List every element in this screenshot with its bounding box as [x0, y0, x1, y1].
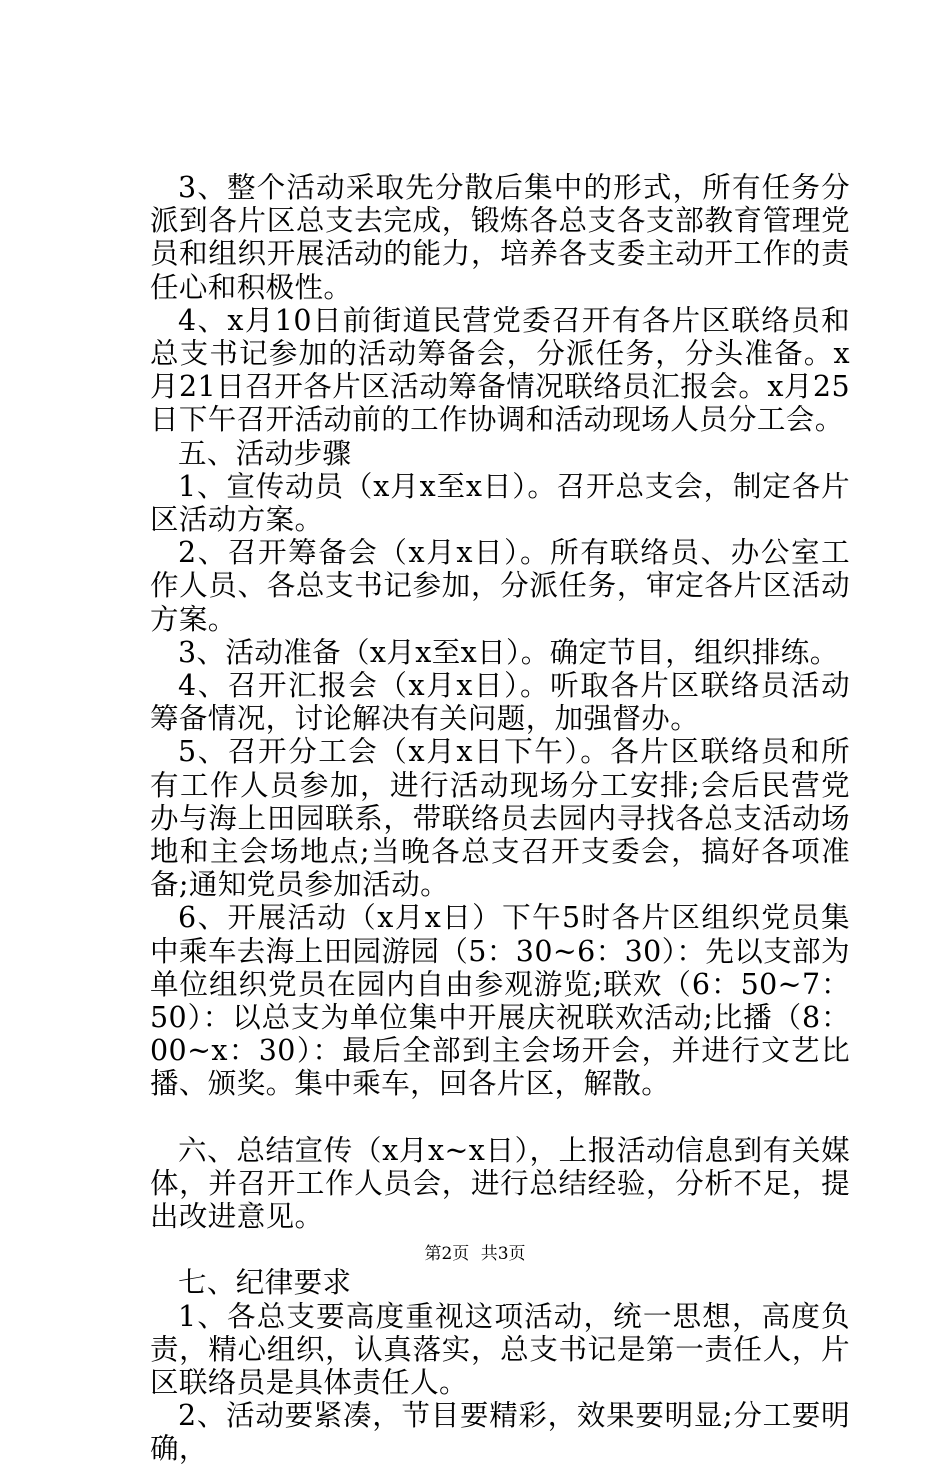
paragraph: 4、x月10日前街道民营党委召开有各片区联络员和总支书记参加的活动筹备会，分派任务，分头准备。x月21日召开各片区活动筹备情况联络员汇报会。x月25日下午召开活动前的工作协调和活动现场人员分工会。 [150, 303, 850, 437]
section-heading: 七、纪律要求 [178, 1266, 352, 1300]
page-footer [0, 1243, 950, 1265]
paragraph: 6、开展活动（x月x日）下午5时各片区组织党员集中乘车去海上田园游园（5：30~6：30）：先以支部为单位组织党员在园内自由参观游览;联欢（6：50~7：50）：以总支为单位集中开展庆祝联欢活动;比播（8：00~x：30）：最后全部到主会场开会，并进行文艺比播、颁奖。集中乘车，回各片区，解散。 [150, 901, 850, 1101]
paragraph: 3、整个活动采取先分散后集中的形式，所有任务分派到各片区总支去完成，锻炼各总支各支部教育管理党员和组织开展活动的能力，培养各支委主动开工作的责任心和积极性。 [150, 171, 850, 304]
page-total: 共3页 [480, 1244, 526, 1264]
paragraph: 1、各总支要高度重视这项活动，统一思想，高度负责，精心组织，认真落实，总支书记是第一责任人，片区联络员是具体责任人。 [150, 1299, 850, 1399]
page-number: 第2页 [424, 1244, 470, 1264]
paragraph: 2、召开筹备会（x月x日）。所有联络员、办公室工作人员、各总支书记参加，分派任务，审定各片区活动方案。 [150, 536, 850, 636]
section-heading: 六、总结宣传（x月x~x日），上报活动信息到有关媒体，并召开工作人员会，进行总结经验，分析不足，提出改进意见。 [150, 1133, 850, 1234]
paragraph: 5、召开分工会（x月x日下午）。各片区联络员和所有工作人员参加，进行活动现场分工安排;会后民营党办与海上田园联系，带联络员去园内寻找各总支活动场地和主会场地点;当晚各总支召开支委会，搞好各项准备;通知党员参加活动。 [150, 735, 850, 902]
document-body [150, 171, 850, 1466]
paragraph: 1、宣传动员（x月x至x日）。召开总支会，制定各片区活动方案。 [150, 469, 850, 537]
paragraph: 3、活动准备（x月x至x日）。确定节目，组织排练。 [178, 635, 839, 669]
paragraph: 4、召开汇报会（x月x日）。听取各片区联络员活动筹备情况，讨论解决有关问题，加强督办。 [150, 669, 850, 736]
spacer [150, 1101, 850, 1134]
paragraph: 2、活动要紧凑，节目要精彩，效果要明显;分工要明确， [150, 1399, 850, 1466]
section-heading: 五、活动步骤 [178, 436, 352, 470]
